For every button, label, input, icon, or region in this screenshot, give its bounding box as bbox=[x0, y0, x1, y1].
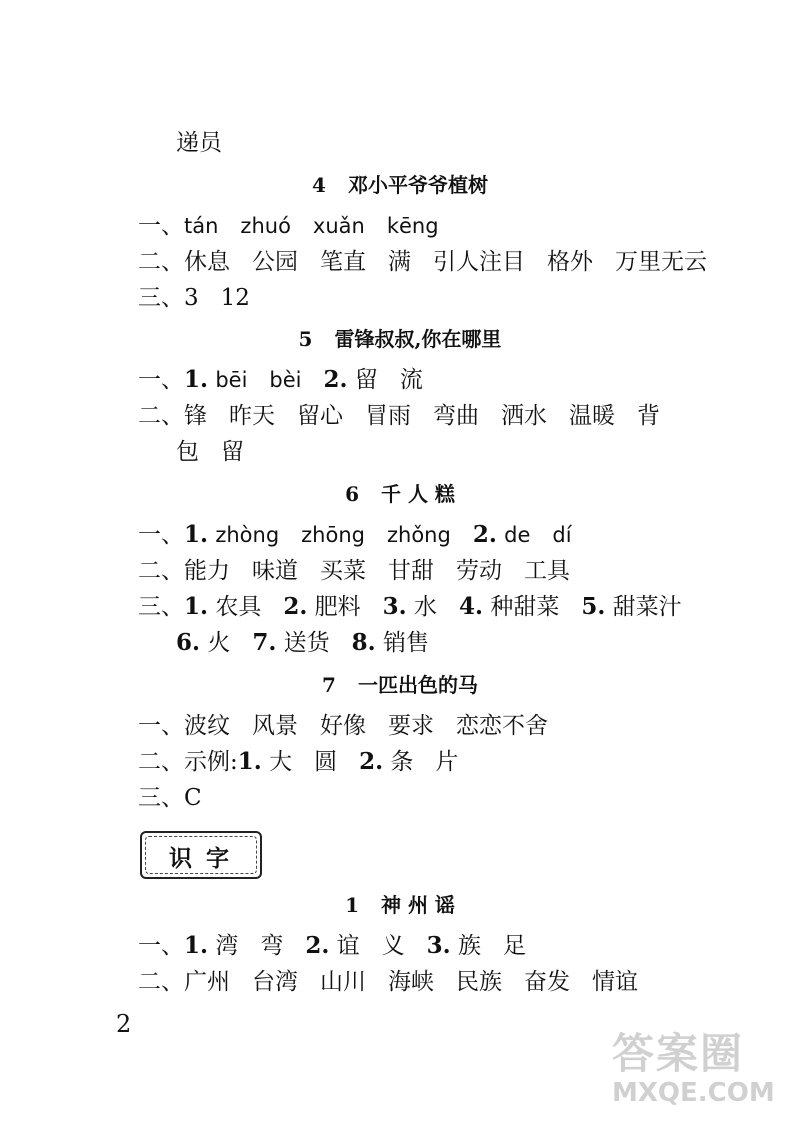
section-heading: 4 邓小平爷爷植树 bbox=[312, 173, 488, 197]
answer-line: 三、1. 农具 2. 肥料 3. 水 4. 种甜菜 5. 甜菜汁 bbox=[138, 593, 682, 620]
answer-line: 一、1. bēi bèi 2. 留 流 bbox=[138, 366, 423, 393]
section-heading: 7 一匹出色的马 bbox=[322, 673, 478, 697]
section-heading: 1 神 州 谣 bbox=[345, 893, 455, 917]
text-line: 递员 bbox=[176, 130, 222, 156]
section-heading: 6 千 人 糕 bbox=[345, 482, 455, 506]
answer-line: 一、tán zhuó xuǎn kēng bbox=[138, 213, 439, 239]
answer-line: 二、休息 公园 笔直 满 引人注目 格外 万里无云 bbox=[138, 249, 707, 275]
answer-line: 二、能力 味道 买菜 甘甜 劳动 工具 bbox=[138, 558, 570, 584]
section-heading: 5 雷锋叔叔,你在哪里 bbox=[298, 327, 502, 351]
answer-line: 二、广州 台湾 山川 海峡 民族 奋发 情谊 bbox=[138, 969, 638, 995]
answer-line: 二、示例:1. 大 圆 2. 条 片 bbox=[138, 748, 459, 775]
answer-line: 6. 火 7. 送货 8. 销售 bbox=[176, 629, 429, 656]
answer-line: 一、波纹 风景 好像 要求 恋恋不舍 bbox=[138, 713, 548, 739]
answer-line: 三、C bbox=[138, 785, 202, 811]
answer-line: 二、锋 昨天 留心 冒雨 弯曲 洒水 温暖 背 bbox=[138, 403, 660, 429]
watermark-cn: 答案圈 bbox=[612, 1029, 745, 1078]
watermark-logo bbox=[612, 1030, 782, 1110]
answer-line: 三、3 12 bbox=[138, 285, 250, 311]
answer-line: 包 留 bbox=[176, 439, 244, 465]
section-box-label: 识字 bbox=[169, 845, 243, 872]
answer-line: 一、1. zhòng zhōng zhǒng 2. de dí bbox=[138, 521, 572, 548]
watermark-en: MXQE.COM bbox=[612, 1078, 775, 1108]
section-box bbox=[140, 831, 262, 879]
page-number: 2 bbox=[116, 1010, 132, 1038]
answer-line: 一、1. 湾 弯 2. 谊 义 3. 族 足 bbox=[138, 932, 526, 959]
